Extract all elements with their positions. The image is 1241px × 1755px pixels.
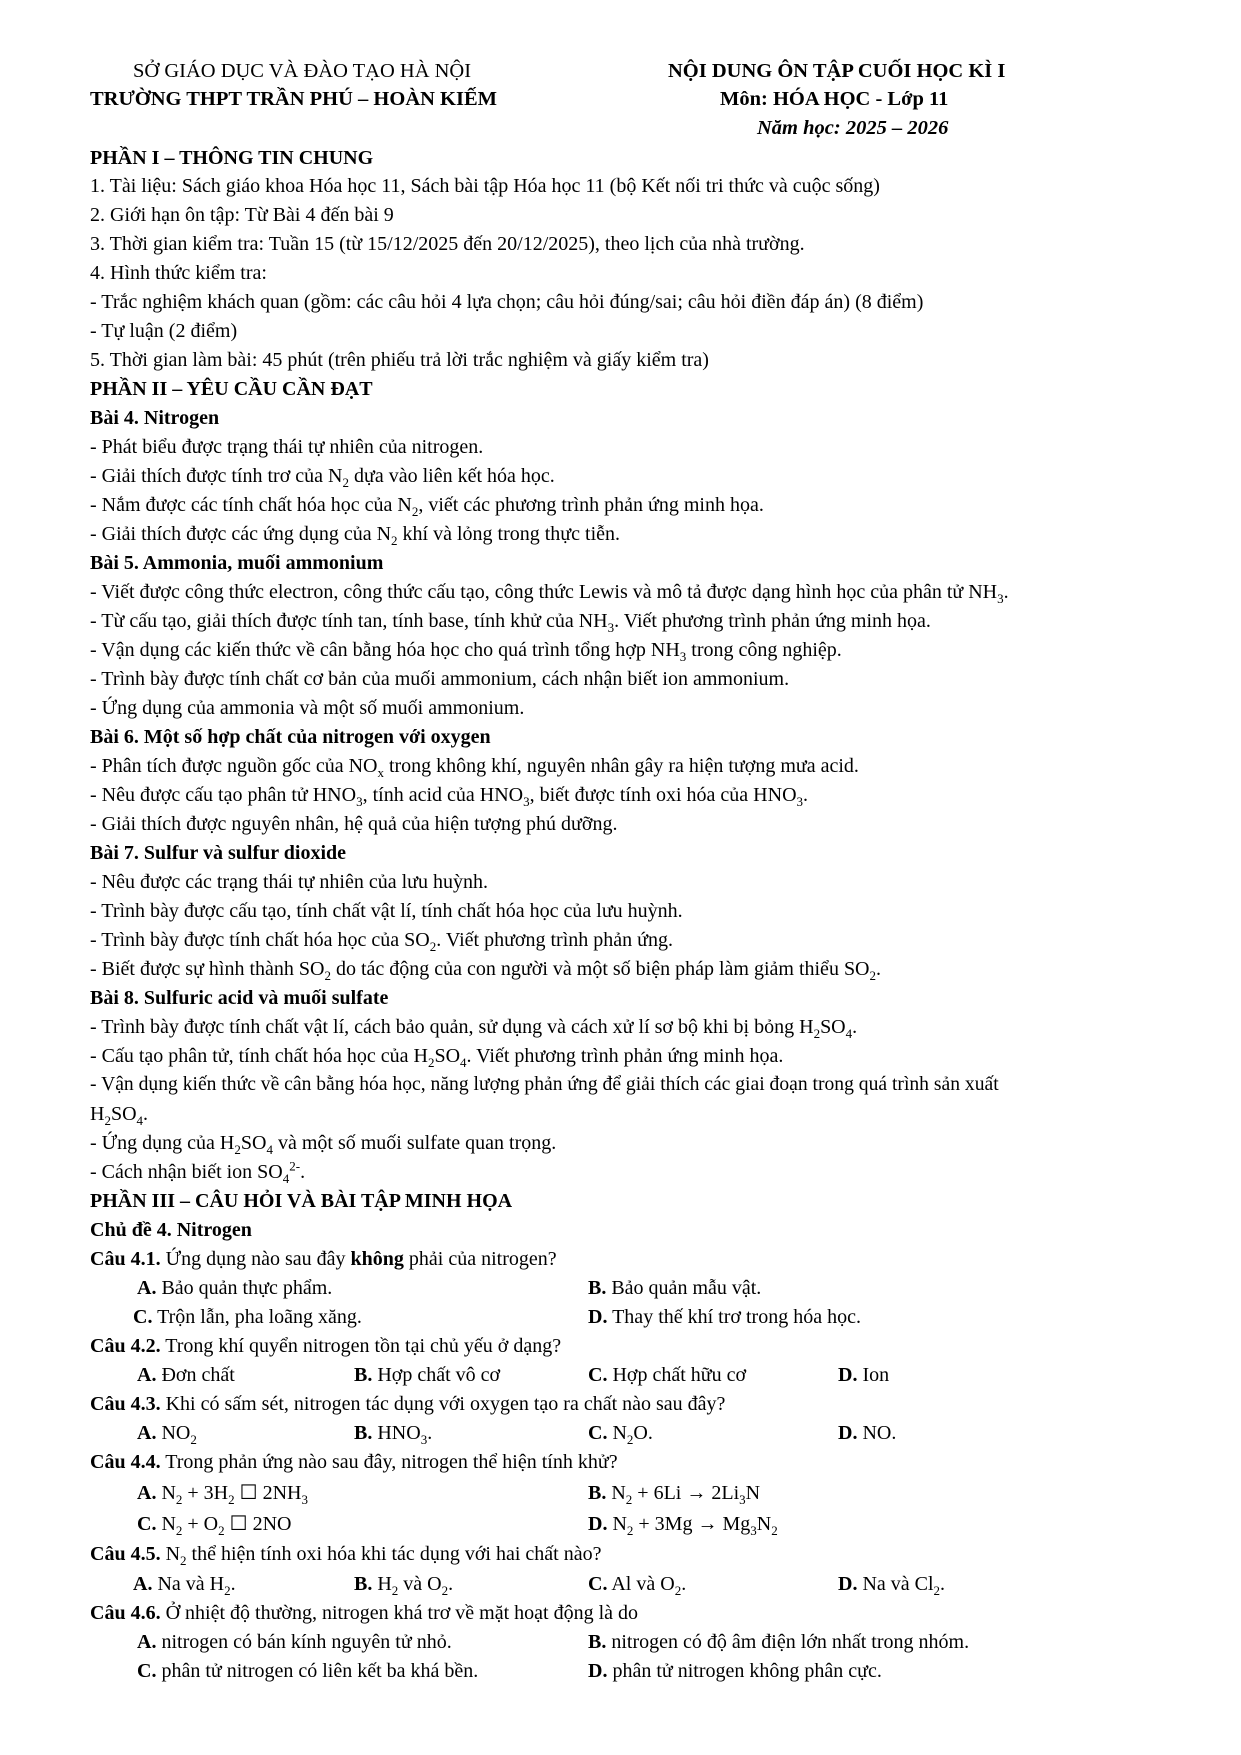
option-b[interactable]: B. $HNO_3$. (354, 1422, 433, 1447)
bai4-line: - Giải thích được các ứng dụng của $N_2$ khí và lỏng trong thực tiễn. (90, 523, 621, 548)
dept-name: SỞ GIÁO DỤC VÀ ĐÀO TẠO HÀ NỘI (133, 60, 472, 82)
topic-title: Chủ đề 4. Nitrogen (90, 1219, 252, 1241)
bai6-line: - Giải thích được nguyên nhân, hệ quả của hiện tượng phú dưỡng. (90, 813, 618, 835)
bai5-line: - Trình bày được tính chất cơ bản của muối ammonium, cách nhận biết ion ammonium. (90, 668, 790, 690)
part1-line: 1. Tài liệu: Sách giáo khoa Hóa học 11, Sách bài tập Hóa học 11 (bộ Kết nối tri thức và cuộc sống) (90, 175, 880, 197)
bai5-line: - Từ cấu tạo, giải thích được tính tan, tính base, tính khử của $NH_3$. Viết phương trình phản ứng minh họa. (90, 610, 931, 635)
part1-title: PHẦN I – THÔNG TIN CHUNG (90, 147, 374, 169)
question-4-4: Câu 4.4. Trong phản ứng nào sau đây, nitrogen thể hiện tính khử? (90, 1451, 618, 1473)
option-c[interactable]: C. Hợp chất hữu cơ (588, 1364, 747, 1386)
option-a[interactable]: A. $NO_2$ (137, 1422, 197, 1447)
question-4-5: Câu 4.5. $N_2$ thể hiện tính oxi hóa khi tác dụng với hai chất nào? (90, 1543, 602, 1568)
option-d[interactable]: D. NO. (838, 1422, 897, 1444)
option-a[interactable]: A. Đơn chất (137, 1364, 235, 1386)
option-b[interactable]: B. Hợp chất vô cơ (354, 1364, 501, 1386)
question-4-1: Câu 4.1. Ứng dụng nào sau đây không phải của nitrogen? (90, 1248, 557, 1270)
bai5-title: Bài 5. Ammonia, muối ammonium (90, 552, 384, 574)
option-d[interactable]: D. Na và $Cl_2$. (838, 1573, 946, 1598)
option-a[interactable]: A. $N_2 + 3H_2$ ☐ $2NH_3$ (137, 1482, 308, 1507)
part1-line: 5. Thời gian làm bài: 45 phút (trên phiếu trả lời trắc nghiệm và giấy kiểm tra) (90, 349, 709, 371)
bai7-line: - Trình bày được tính chất hóa học của $SO_2$. Viết phương trình phản ứng. (90, 929, 673, 954)
option-c[interactable]: C. phân tử nitrogen có liên kết ba khá bền. (137, 1660, 479, 1682)
bai6-line: - Nêu được cấu tạo phân tử $HNO_3$, tính acid của $HNO_3$, biết được tính oxi hóa của $HNO_3$. (90, 784, 809, 809)
bai7-title: Bài 7. Sulfur và sulfur dioxide (90, 842, 346, 864)
question-4-2: Câu 4.2. Trong khí quyển nitrogen tồn tại chủ yếu ở dạng? (90, 1335, 562, 1357)
part1-line: 2. Giới hạn ôn tập: Từ Bài 4 đến bài 9 (90, 204, 394, 226)
school-name: TRƯỜNG THPT TRẦN PHÚ – HOÀN KIẾM (90, 88, 497, 110)
part1-line: 3. Thời gian kiểm tra: Tuần 15 (từ 15/12/2025 đến 20/12/2025), theo lịch của nhà trường. (90, 233, 805, 255)
option-d[interactable]: D. phân tử nitrogen không phân cực. (588, 1660, 882, 1682)
option-d[interactable]: D. Ion (838, 1364, 890, 1386)
option-c[interactable]: C. Trộn lẫn, pha loãng xăng. (133, 1306, 362, 1328)
option-c[interactable]: C. Al và $O_2$. (588, 1573, 687, 1598)
school-year: Năm học: 2025 – 2026 (757, 117, 949, 139)
bai8-line: - Ứng dụng của $H_2SO_4$ và một số muối sulfate quan trọng. (90, 1132, 557, 1157)
option-b[interactable]: B. nitrogen có độ âm điện lớn nhất trong nhóm. (588, 1631, 970, 1653)
subject-line: Môn: HÓA HỌC - Lớp 11 (720, 88, 949, 110)
bai7-line: - Biết được sự hình thành $SO_2$ do tác động của con người và một số biện pháp làm giảm thiểu $SO_2$. (90, 958, 882, 983)
bai8-title: Bài 8. Sulfuric acid và muối sulfate (90, 987, 389, 1009)
part1-line: - Trắc nghiệm khách quan (gồm: các câu hỏi 4 lựa chọn; câu hỏi đúng/sai; câu hỏi điền đáp án) (8 điểm) (90, 291, 924, 313)
bai8-line: $H_2SO_4$. (90, 1103, 149, 1128)
bai7-line: - Trình bày được cấu tạo, tính chất vật lí, tính chất hóa học của lưu huỳnh. (90, 900, 683, 922)
option-a[interactable]: A. Bảo quản thực phẩm. (137, 1277, 333, 1299)
bai8-line: - Cấu tạo phân tử, tính chất hóa học của $H_2SO_4$. Viết phương trình phản ứng minh họa. (90, 1045, 784, 1070)
part1-line: 4. Hình thức kiểm tra: (90, 262, 267, 284)
option-b[interactable]: B. Bảo quản mẫu vật. (588, 1277, 762, 1299)
question-4-3: Câu 4.3. Khi có sấm sét, nitrogen tác dụng với oxygen tạo ra chất nào sau đây? (90, 1393, 726, 1415)
doc-title: NỘI DUNG ÔN TẬP CUỐI HỌC KÌ I (668, 60, 1006, 82)
part2-title: PHẦN II – YÊU CẦU CẦN ĐẠT (90, 378, 373, 400)
option-c[interactable]: C. $N_2O$. (588, 1422, 653, 1447)
bai4-line: - Giải thích được tính trơ của $N_2$ dựa vào liên kết hóa học. (90, 465, 555, 490)
bai7-line: - Nêu được các trạng thái tự nhiên của lưu huỳnh. (90, 871, 488, 893)
option-b[interactable]: B. $H_2$ và $O_2$. (354, 1573, 454, 1598)
option-b[interactable]: B. $N_2 + 6Li \to 2Li_3N$ (588, 1482, 761, 1507)
option-c[interactable]: C. $N_2 + O_2$ ☐ 2NO (137, 1513, 292, 1538)
bai5-line: - Viết được công thức electron, công thức cấu tạo, công thức Lewis và mô tả được dạng hình học của phân tử $NH_3$. (90, 581, 1009, 606)
bai8-line: - Vận dụng kiến thức về cân bằng hóa học, năng lượng phản ứng để giải thích các giai đoạn trong quá trình sản xuất (90, 1074, 999, 1095)
bai4-title: Bài 4. Nitrogen (90, 407, 220, 429)
bai8-line: - Trình bày được tính chất vật lí, cách bảo quản, sử dụng và cách xử lí sơ bộ khi bị bỏng $H_2SO_4$. (90, 1016, 858, 1041)
bai6-line: - Phân tích được nguồn gốc của $NO_x$ trong không khí, nguyên nhân gây ra hiện tượng mưa acid. (90, 755, 859, 780)
part3-title: PHẦN III – CÂU HỎI VÀ BÀI TẬP MINH HỌA (90, 1190, 513, 1212)
option-d[interactable]: D. Thay thế khí trơ trong hóa học. (588, 1306, 861, 1328)
bai4-line: - Phát biểu được trạng thái tự nhiên của nitrogen. (90, 436, 484, 458)
part1-line: - Tự luận (2 điểm) (90, 320, 238, 342)
bai4-line: - Nắm được các tính chất hóa học của $N_2$, viết các phương trình phản ứng minh họa. (90, 494, 764, 519)
bai8-line: - Cách nhận biết ion $SO_4^{2-}$. (90, 1158, 306, 1186)
bai5-line: - Vận dụng các kiến thức về cân bằng hóa học cho quá trình tổng hợp $NH_3$ trong công nghiệp. (90, 639, 842, 664)
option-a[interactable]: A. Na và $H_2$. (133, 1573, 236, 1598)
bai6-title: Bài 6. Một số hợp chất của nitrogen với oxygen (90, 726, 491, 748)
question-4-6: Câu 4.6. Ở nhiệt độ thường, nitrogen khá trơ về mặt hoạt động là do (90, 1602, 639, 1624)
option-d[interactable]: D. $N_2 + 3Mg \to Mg_3N_2$ (588, 1513, 778, 1538)
option-a[interactable]: A. nitrogen có bán kính nguyên tử nhỏ. (137, 1631, 452, 1653)
bai5-line: - Ứng dụng của ammonia và một số muối ammonium. (90, 697, 525, 719)
